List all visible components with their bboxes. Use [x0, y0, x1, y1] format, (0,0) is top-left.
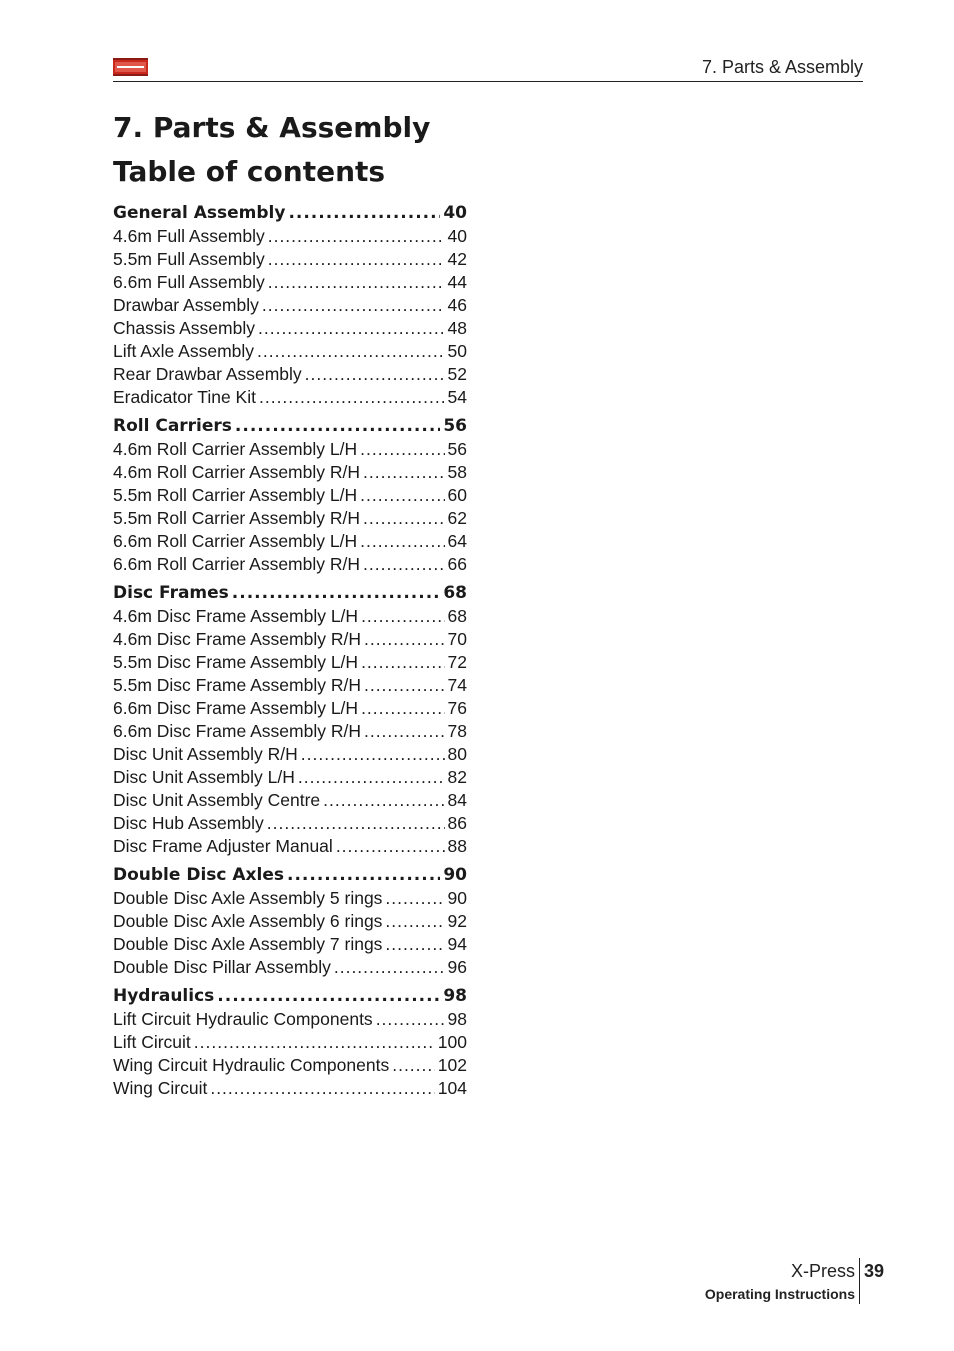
page-title-line2: Table of contents — [113, 155, 386, 188]
toc-entry — [113, 835, 467, 858]
toc-leader-dots — [267, 812, 445, 835]
toc-entry-label: 6.6m Roll Carrier Assembly L/H — [113, 531, 358, 551]
toc-entry-label: 5.5m Roll Carrier Assembly R/H — [113, 508, 360, 528]
toc-entry-label: Disc Unit Assembly L/H — [113, 767, 295, 787]
footer-subtitle: Operating Instructions — [704, 1286, 855, 1302]
toc-entry-page: 48 — [447, 318, 467, 338]
toc-leader-dots — [385, 933, 444, 956]
toc-entry — [113, 461, 467, 484]
toc-entry — [113, 1008, 467, 1031]
toc-entry-page: 102 — [437, 1055, 467, 1075]
toc-entry — [113, 628, 467, 651]
toc-leader-dots — [257, 340, 444, 363]
table-of-contents — [113, 201, 467, 1100]
toc-entry — [113, 340, 467, 363]
toc-leader-dots — [364, 674, 445, 697]
toc-entry — [113, 1054, 467, 1077]
toc-leader-dots — [363, 461, 445, 484]
toc-entry — [113, 674, 467, 697]
toc-entry-page: 88 — [447, 836, 467, 856]
toc-entry — [113, 484, 467, 507]
toc-leader-dots — [298, 766, 445, 789]
toc-entry — [113, 766, 467, 789]
toc-leader-dots — [259, 386, 445, 409]
toc-entry-label: 5.5m Full Assembly — [113, 249, 265, 269]
toc-leader-dots — [334, 956, 445, 979]
toc-leader-dots — [360, 484, 444, 507]
toc-entry — [113, 386, 467, 409]
toc-leader-dots — [305, 363, 445, 386]
toc-entry-page: 76 — [447, 698, 467, 718]
toc-entry-label: Double Disc Axles — [113, 865, 284, 885]
toc-leader-dots — [268, 271, 445, 294]
toc-entry-page: 94 — [447, 934, 467, 954]
toc-entry-page: 56 — [443, 416, 467, 436]
toc-entry — [113, 812, 467, 835]
toc-leader-dots — [194, 1031, 435, 1054]
page-title — [113, 106, 430, 194]
toc-entry-page: 42 — [447, 249, 467, 269]
toc-leader-dots — [235, 414, 440, 438]
toc-leader-dots — [268, 225, 445, 248]
toc-entry-page: 46 — [447, 295, 467, 315]
toc-entry-page: 54 — [447, 387, 467, 407]
toc-entry-label: Lift Circuit Hydraulic Components — [113, 1009, 373, 1029]
toc-entry — [113, 438, 467, 461]
toc-leader-dots — [262, 294, 445, 317]
toc-leader-dots — [360, 438, 444, 461]
toc-entry-label: 5.5m Disc Frame Assembly R/H — [113, 675, 361, 695]
toc-entry-page: 100 — [437, 1032, 467, 1052]
toc-entry-page: 104 — [437, 1078, 467, 1098]
toc-leader-dots — [361, 651, 444, 674]
toc-entry — [113, 743, 467, 766]
toc-leader-dots — [336, 835, 445, 858]
toc-entry-page: 80 — [447, 744, 467, 764]
toc-entry-label: Double Disc Pillar Assembly — [113, 957, 331, 977]
toc-leader-dots — [361, 697, 444, 720]
toc-entry-page: 90 — [443, 865, 467, 885]
toc-entry — [113, 697, 467, 720]
toc-entry-page: 68 — [447, 606, 467, 626]
toc-entry-page: 50 — [447, 341, 467, 361]
toc-entry-label: 4.6m Disc Frame Assembly L/H — [113, 606, 359, 626]
toc-entry — [113, 1031, 467, 1054]
toc-leader-dots — [364, 628, 445, 651]
toc-entry-page: 84 — [447, 790, 467, 810]
toc-entry-page: 72 — [447, 652, 467, 672]
toc-entry-page: 68 — [443, 583, 467, 603]
toc-entry — [113, 910, 467, 933]
toc-entry — [113, 294, 467, 317]
toc-entry — [113, 225, 467, 248]
toc-entry — [113, 789, 467, 812]
toc-entry-page: 52 — [447, 364, 467, 384]
page-header — [113, 54, 863, 82]
toc-entry-label: General Assembly — [113, 203, 286, 223]
toc-entry-label: 6.6m Roll Carrier Assembly R/H — [113, 554, 360, 574]
toc-entry — [113, 507, 467, 530]
toc-leader-dots — [210, 1077, 434, 1100]
toc-leader-dots — [301, 743, 445, 766]
toc-entry-label: Chassis Assembly — [113, 318, 255, 338]
toc-entry-page: 82 — [447, 767, 467, 787]
toc-entry-page: 60 — [447, 485, 467, 505]
toc-entry-page: 40 — [443, 203, 467, 223]
toc-entry-label: Disc Unit Assembly Centre — [113, 790, 321, 810]
toc-entry-page: 62 — [447, 508, 467, 528]
toc-section — [113, 201, 467, 225]
toc-entry-page: 74 — [447, 675, 467, 695]
toc-leader-dots — [288, 201, 440, 225]
toc-entry-label: Roll Carriers — [113, 416, 232, 436]
toc-entry-label: Lift Circuit — [113, 1032, 191, 1052]
toc-entry-label: Disc Frame Adjuster Manual — [113, 836, 333, 856]
toc-entry-label: Double Disc Axle Assembly 6 rings — [113, 911, 383, 931]
toc-entry-label: 5.5m Roll Carrier Assembly L/H — [113, 485, 358, 505]
toc-leader-dots — [361, 605, 444, 628]
toc-section — [113, 863, 467, 887]
toc-leader-dots — [360, 530, 444, 553]
toc-leader-dots — [363, 553, 445, 576]
toc-entry — [113, 720, 467, 743]
simba-logo-icon — [113, 58, 148, 76]
toc-entry-label: Wing Circuit — [113, 1078, 208, 1098]
toc-entry-label: 6.6m Disc Frame Assembly L/H — [113, 698, 359, 718]
toc-leader-dots — [363, 507, 445, 530]
toc-section — [113, 414, 467, 438]
toc-entry-page: 96 — [447, 957, 467, 977]
toc-entry-page: 78 — [447, 721, 467, 741]
toc-leader-dots — [232, 581, 441, 605]
toc-entry-label: Double Disc Axle Assembly 7 rings — [113, 934, 383, 954]
toc-entry — [113, 651, 467, 674]
toc-entry — [113, 887, 467, 910]
toc-entry-label: Lift Axle Assembly — [113, 341, 255, 361]
toc-entry — [113, 363, 467, 386]
toc-entry-label: Double Disc Axle Assembly 5 rings — [113, 888, 383, 908]
toc-entry-page: 58 — [447, 462, 467, 482]
toc-leader-dots — [364, 720, 445, 743]
page-title-line1: 7. Parts & Assembly — [113, 111, 431, 144]
toc-entry — [113, 317, 467, 340]
toc-leader-dots — [392, 1054, 435, 1077]
toc-entry-page: 56 — [447, 439, 467, 459]
toc-entry — [113, 553, 467, 576]
toc-entry-label: Rear Drawbar Assembly — [113, 364, 302, 384]
toc-entry-label: 4.6m Roll Carrier Assembly L/H — [113, 439, 358, 459]
toc-leader-dots — [217, 984, 440, 1008]
toc-entry — [113, 248, 467, 271]
toc-entry-label: Eradicator Tine Kit — [113, 387, 256, 407]
toc-entry-label: Disc Frames — [113, 583, 229, 603]
toc-leader-dots — [258, 317, 445, 340]
toc-leader-dots — [323, 789, 444, 812]
toc-entry — [113, 530, 467, 553]
toc-entry-label: 4.6m Disc Frame Assembly R/H — [113, 629, 361, 649]
header-title: 7. Parts & Assembly — [701, 57, 863, 77]
toc-entry-page: 98 — [443, 986, 467, 1006]
toc-entry-label: 4.6m Roll Carrier Assembly R/H — [113, 462, 360, 482]
toc-entry-label: Disc Hub Assembly — [113, 813, 264, 833]
toc-leader-dots — [385, 910, 444, 933]
toc-entry — [113, 933, 467, 956]
toc-entry-page: 92 — [447, 911, 467, 931]
footer-divider — [859, 1258, 860, 1304]
toc-entry — [113, 271, 467, 294]
toc-entry-page: 64 — [447, 531, 467, 551]
toc-leader-dots — [287, 863, 440, 887]
toc-entry-page: 98 — [447, 1009, 467, 1029]
toc-entry-page: 70 — [447, 629, 467, 649]
toc-entry-label: Wing Circuit Hydraulic Components — [113, 1055, 390, 1075]
toc-entry — [113, 1077, 467, 1100]
toc-entry-label: Hydraulics — [113, 986, 215, 1006]
page-number: 39 — [864, 1261, 885, 1281]
toc-section — [113, 984, 467, 1008]
toc-entry-label: 6.6m Disc Frame Assembly R/H — [113, 721, 361, 741]
toc-entry — [113, 605, 467, 628]
toc-entry-page: 40 — [447, 226, 467, 246]
toc-entry-label: 4.6m Full Assembly — [113, 226, 265, 246]
toc-entry-label: 6.6m Full Assembly — [113, 272, 265, 292]
toc-entry-page: 90 — [447, 888, 467, 908]
toc-entry — [113, 956, 467, 979]
toc-entry-page: 66 — [447, 554, 467, 574]
toc-entry-label: Disc Unit Assembly R/H — [113, 744, 298, 764]
toc-section — [113, 581, 467, 605]
toc-leader-dots — [385, 887, 444, 910]
toc-entry-label: Drawbar Assembly — [113, 295, 259, 315]
toc-entry-page: 44 — [447, 272, 467, 292]
toc-entry-label: 5.5m Disc Frame Assembly L/H — [113, 652, 359, 672]
toc-leader-dots — [376, 1008, 445, 1031]
toc-leader-dots — [268, 248, 445, 271]
footer-brand: X-Press — [790, 1261, 855, 1281]
toc-entry-page: 86 — [447, 813, 467, 833]
